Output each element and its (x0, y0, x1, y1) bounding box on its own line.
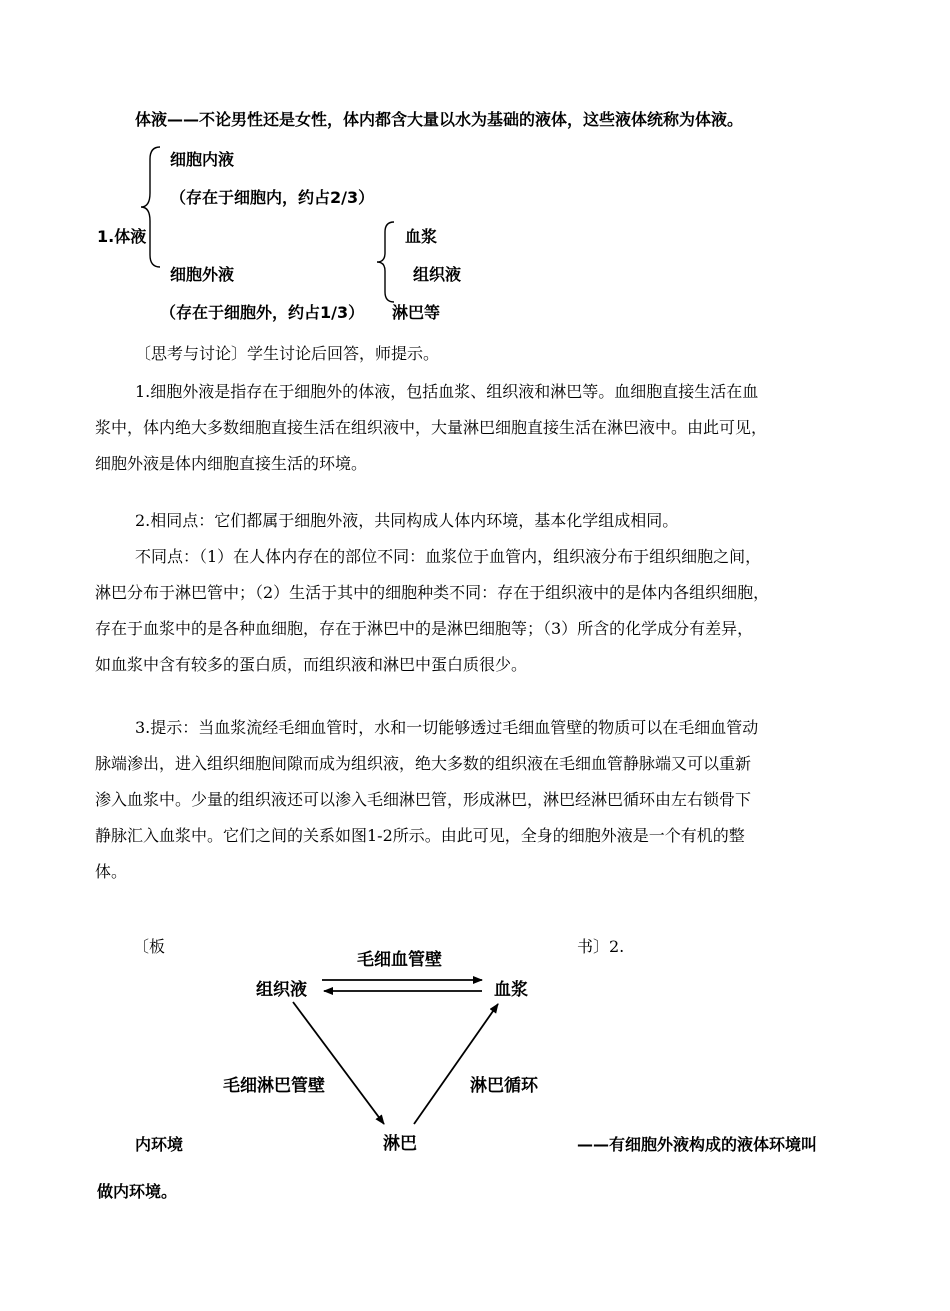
node-lymph: 淋巴 (383, 1134, 417, 1154)
board-right: 书〕2. (577, 937, 625, 956)
answer-3-line: 体。 (95, 862, 128, 881)
definition-term: 体液—— (135, 110, 200, 129)
internal-env-text: ——有细胞外液构成的液体环境叫 (577, 1135, 818, 1154)
answer-1-line: 1.细胞外液是指存在于细胞外的体液，包括血浆、组织液和淋巴等。血细胞直接生活在血 (135, 382, 759, 401)
extracellular-note: （存在于细胞外，约占1/3） (160, 303, 365, 322)
edge-label-capillary-wall: 毛细血管壁 (357, 950, 442, 970)
board-left: 〔板 (133, 937, 166, 956)
answer-3-line: 脉端渗出，进入组织细胞间隙而成为组织液，绝大多数的组织液在毛细血管静脉端又可以重新 (95, 754, 752, 773)
internal-env-text-cont: 做内环境。 (97, 1182, 178, 1201)
edge-label-lymph-capillary-wall: 毛细淋巴管壁 (223, 1076, 325, 1096)
body-fluid-root: 1.体液 (97, 227, 147, 246)
answer-2-same: 2.相同点：它们都属于细胞外液，共同构成人体内环境，基本化学组成相同。 (135, 511, 679, 530)
arrow-tissue-to-lymph (293, 1002, 384, 1124)
component-plasma: 血浆 (405, 227, 438, 246)
answer-3-line: 静脉汇入血浆中。它们之间的关系如图1-2所示。由此可见，全身的细胞外液是一个有机的整 (95, 826, 745, 845)
answer-2-line: 如血浆中含有较多的蛋白质，而组织液和淋巴中蛋白质很少。 (95, 655, 528, 674)
answer-3-line: 渗入血浆中。少量的组织液还可以渗入毛细淋巴管，形成淋巴，淋巴经淋巴循环由左右锁骨下 (95, 790, 752, 809)
answer-1-line: 浆中，体内绝大多数细胞直接生活在组织液中，大量淋巴细胞直接生活在淋巴液中。由此可见， (95, 418, 768, 437)
answer-2-line: 存在于血浆中的是各种血细胞，存在于淋巴中的是淋巴细胞等；（3）所含的化学成分有差异， (95, 619, 754, 638)
answer-2-line: 不同点：（1）在人体内存在的部位不同：血浆位于血管内，组织液分布于组织细胞之间， (135, 547, 762, 566)
node-tissue-fluid: 组织液 (256, 980, 307, 1000)
intracellular-name: 细胞内液 (170, 150, 235, 169)
node-plasma: 血浆 (494, 980, 528, 1000)
extracellular-name: 细胞外液 (170, 265, 235, 284)
edge-label-lymph-circulation: 淋巴循环 (470, 1076, 538, 1096)
component-tissue-fluid: 组织液 (413, 265, 462, 284)
component-lymph: 淋巴等 (392, 303, 441, 322)
intracellular-note: （存在于细胞内，约占2/3） (170, 188, 375, 207)
answer-1-line: 细胞外液是体内细胞直接生活的环境。 (95, 454, 368, 473)
answer-3-line: 3.提示：当血浆流经毛细血管时，水和一切能够透过毛细血管壁的物质可以在毛细血管动 (135, 718, 759, 737)
definition-text: 不论男性还是女性，体内都含大量以水为基础的液体，这些液体统称为体液。 (199, 110, 744, 129)
arrow-lymph-to-plasma (414, 1004, 498, 1124)
answer-2-line: 淋巴分布于淋巴管中；（2）生活于其中的细胞种类不同：存在于组织液中的是体内各组织细胞， (95, 583, 770, 602)
internal-env-term: 内环境 (135, 1135, 184, 1154)
discussion-intro: 〔思考与讨论〕学生讨论后回答，师提示。 (135, 344, 440, 363)
